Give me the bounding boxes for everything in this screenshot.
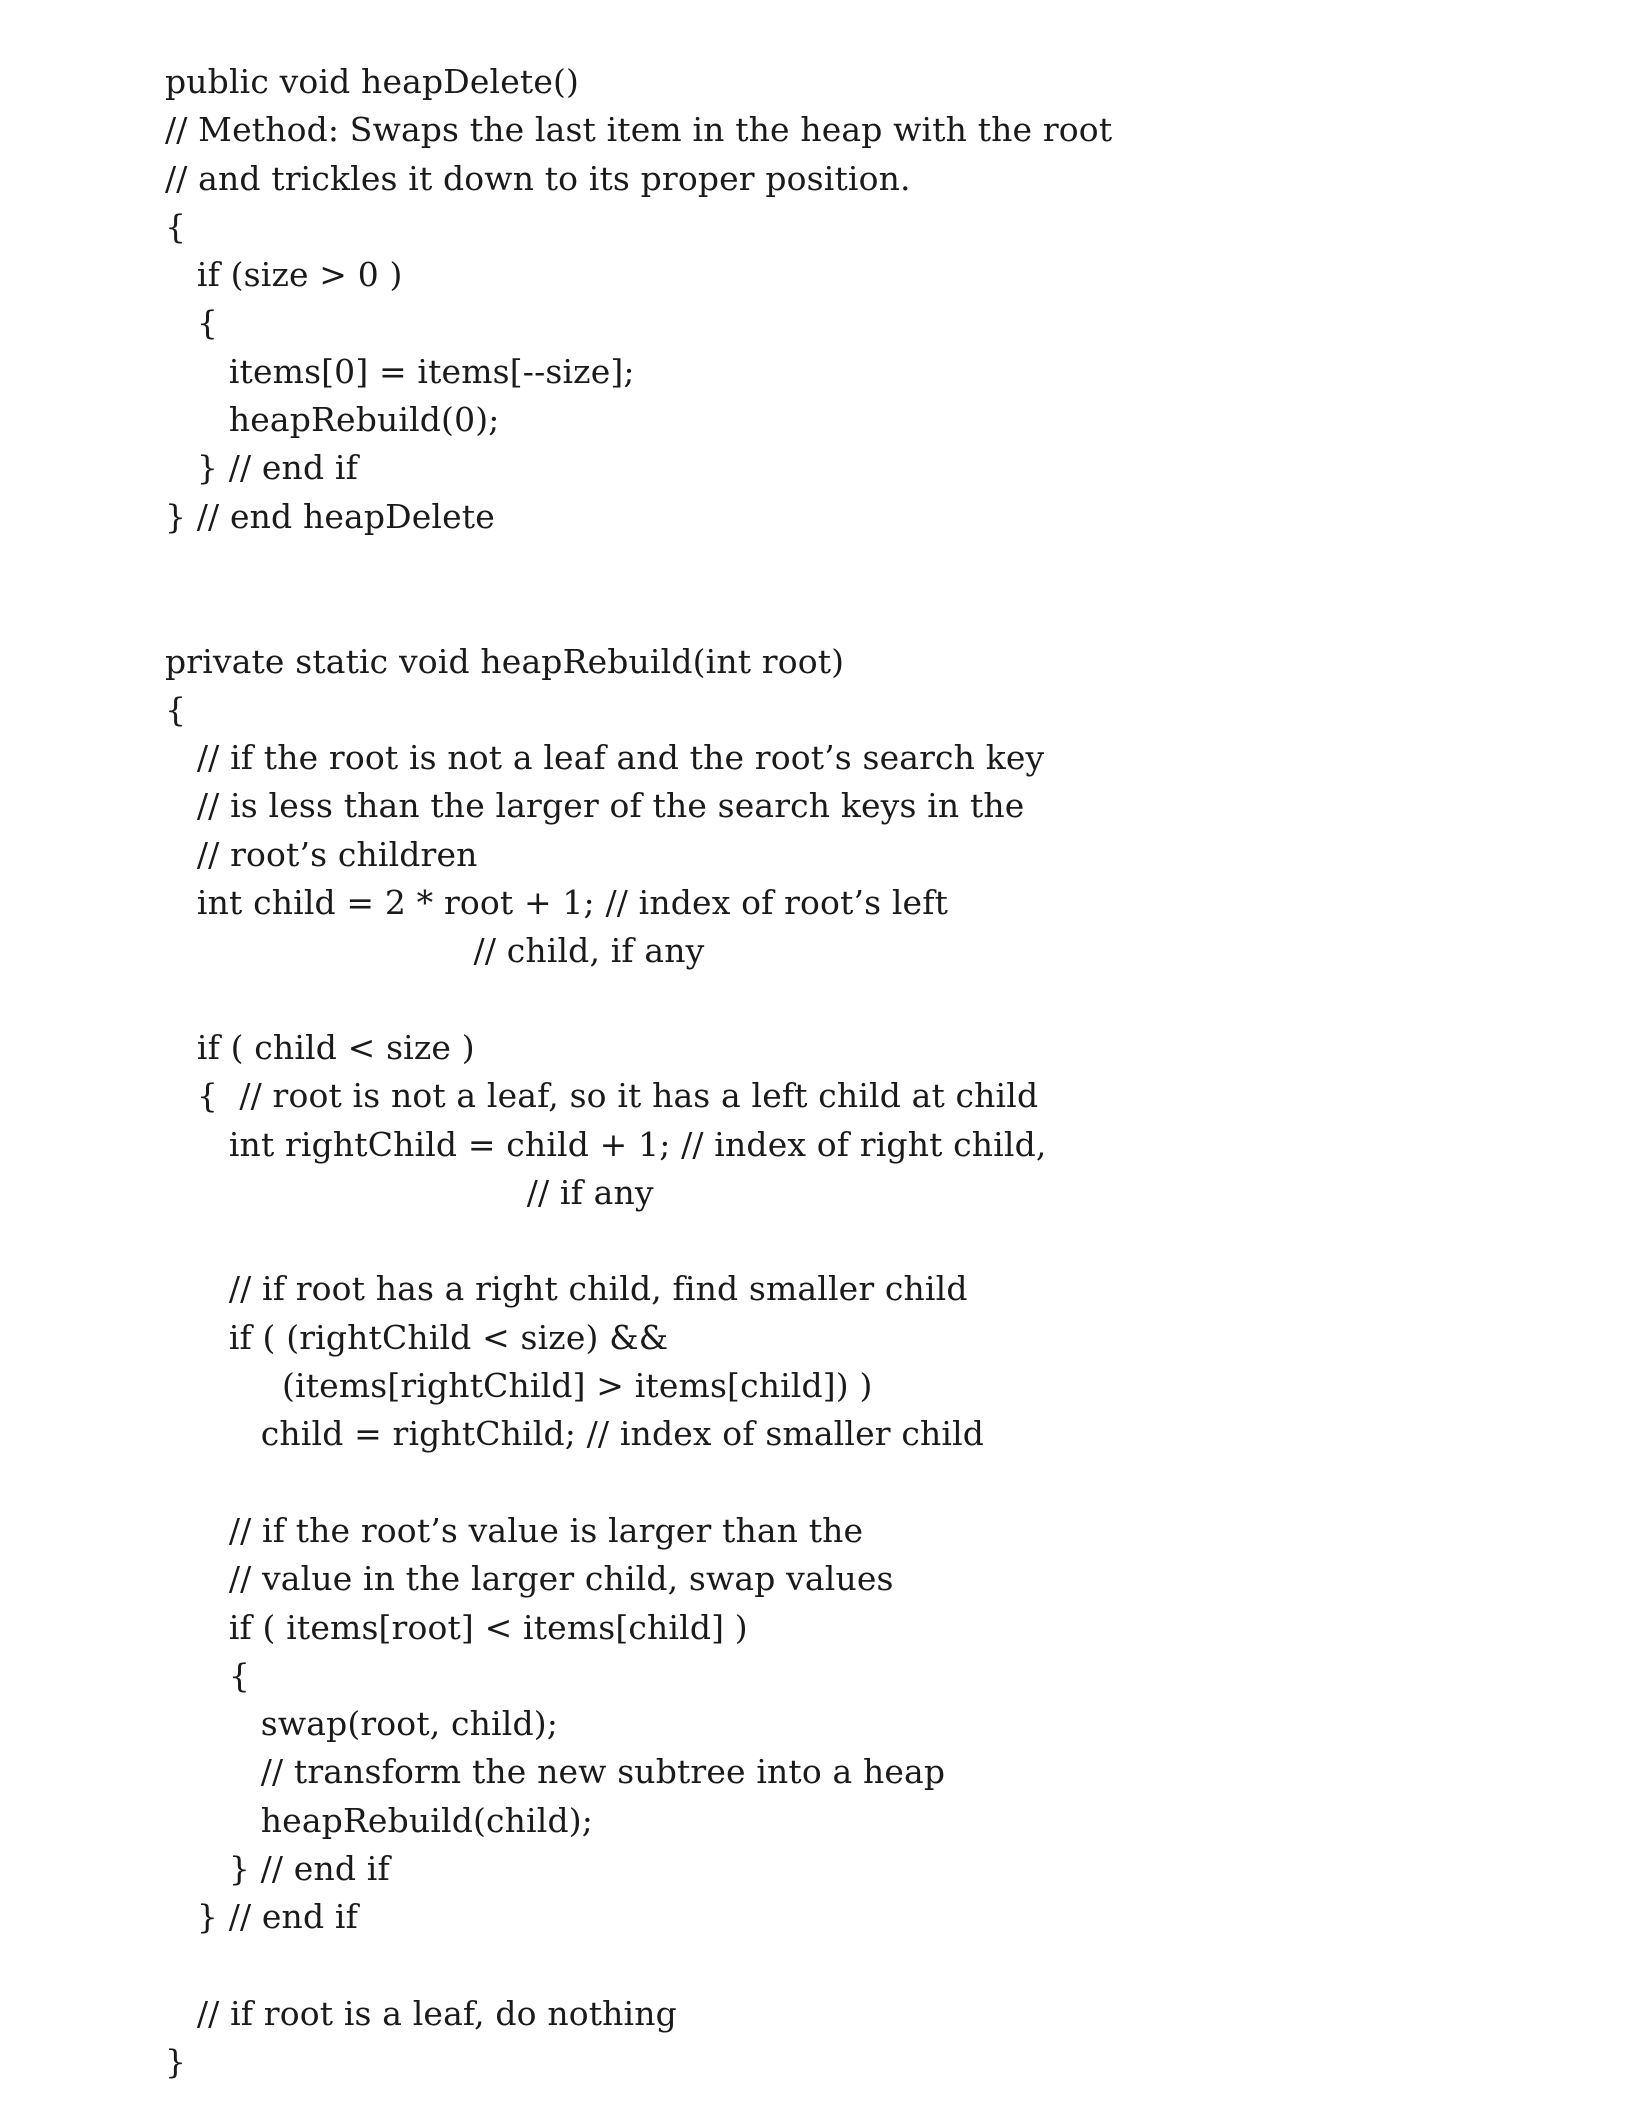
blank-line xyxy=(165,1942,1112,1990)
code-line: { // root is not a leaf, so it has a left child at child xyxy=(165,1076,1039,1116)
code-line: // and trickles it down to its proper position. xyxy=(165,158,911,198)
code-line: if ( items[root] < items[child] ) xyxy=(165,1607,748,1647)
blank-line xyxy=(165,1217,1112,1265)
code-line: // if the root’s value is larger than the xyxy=(165,1510,864,1550)
code-listing xyxy=(165,58,1112,2086)
code-line: } // end if xyxy=(165,1897,358,1937)
code-line: (items[rightChild] > items[child]) ) xyxy=(165,1366,873,1406)
code-line: } xyxy=(165,2042,187,2082)
blank-line xyxy=(165,976,1112,1024)
code-line: items[0] = items[--size]; xyxy=(165,351,635,391)
code-line: heapRebuild(0); xyxy=(165,400,500,440)
code-line: // value in the larger child, swap values xyxy=(165,1559,894,1599)
code-line: { xyxy=(165,206,187,246)
code-line: int child = 2 * root + 1; // index of root’s left xyxy=(165,883,949,923)
code-line: // transform the new subtree into a heap xyxy=(165,1752,946,1792)
code-line: swap(root, child); xyxy=(165,1704,559,1744)
code-line: // child, if any xyxy=(165,931,705,971)
code-line: // if root is a leaf, do nothing xyxy=(165,1993,677,2033)
code-line: public void heapDelete() xyxy=(165,62,580,101)
code-line: // if any xyxy=(165,1172,654,1212)
code-line: } // end if xyxy=(165,448,358,488)
code-line: // Method: Swaps the last item in the heap with the root xyxy=(165,110,1113,150)
code-line: { xyxy=(165,1655,250,1695)
code-line: if ( child < size ) xyxy=(165,1027,475,1067)
code-line: } // end heapDelete xyxy=(165,496,495,536)
code-line: if (size > 0 ) xyxy=(165,255,403,295)
code-line: private static void heapRebuild(int root) xyxy=(165,641,845,681)
code-line: if ( (rightChild < size) && xyxy=(165,1317,669,1357)
code-line: heapRebuild(child); xyxy=(165,1800,594,1840)
blank-line xyxy=(165,589,1112,637)
code-line: int rightChild = child + 1; // index of right child, xyxy=(165,1124,1047,1164)
code-line: child = rightChild; // index of smaller child xyxy=(165,1414,985,1454)
code-line: { xyxy=(165,303,219,343)
code-line: // root’s children xyxy=(165,834,478,874)
code-line: // is less than the larger of the search keys in the xyxy=(165,786,1025,826)
blank-line xyxy=(165,1459,1112,1507)
blank-line xyxy=(165,541,1112,589)
code-line: // if the root is not a leaf and the root’s search key xyxy=(165,738,1045,778)
code-line: // if root has a right child, find smaller child xyxy=(165,1269,968,1309)
code-line: { xyxy=(165,689,187,729)
code-line: } // end if xyxy=(165,1848,390,1888)
